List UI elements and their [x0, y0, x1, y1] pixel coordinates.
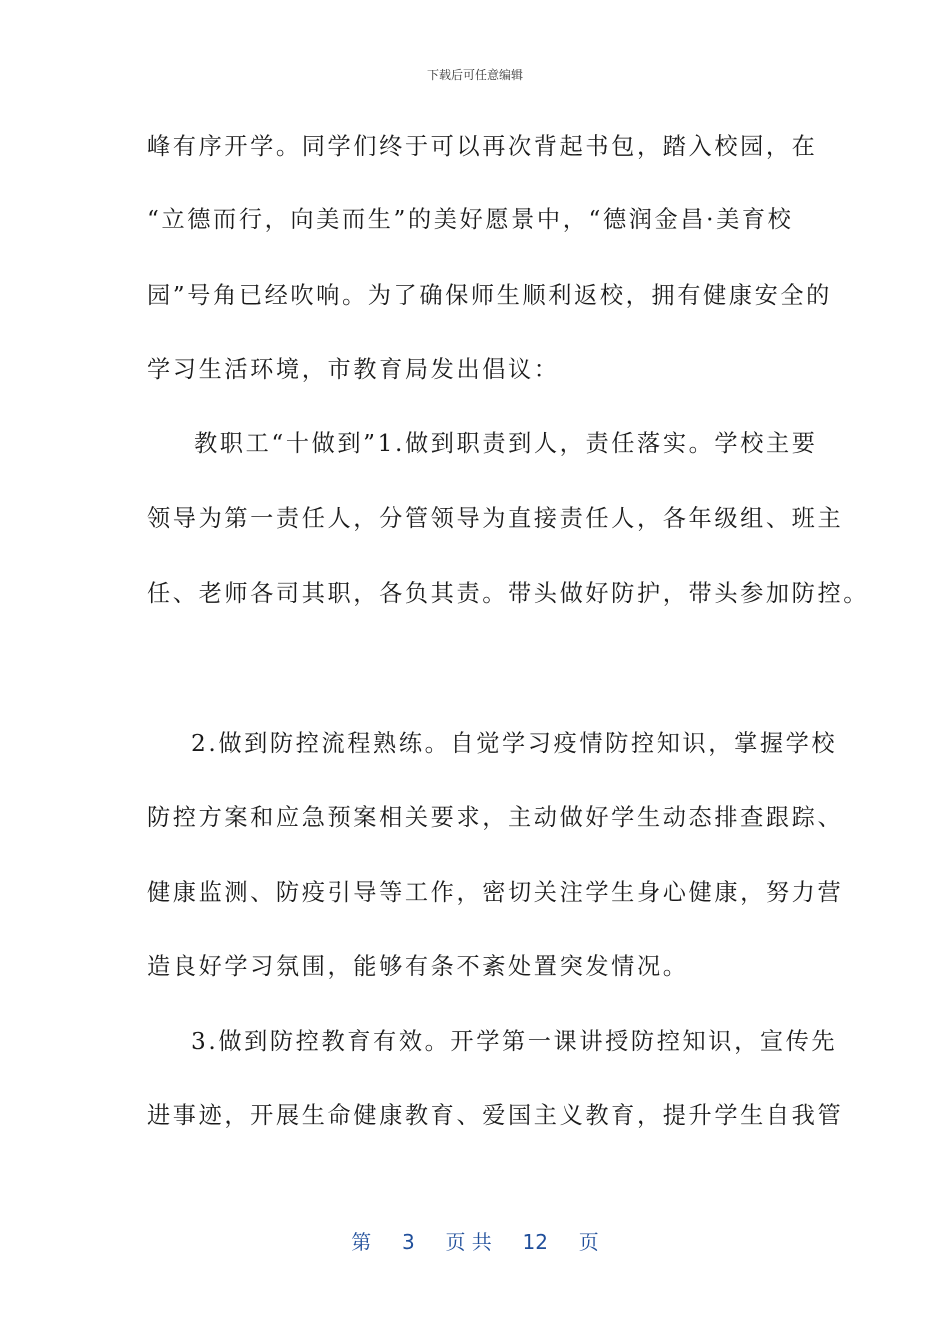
text-line: 学习生活环境，市教育局发出倡议：: [147, 356, 560, 383]
footer-total-pages: 12: [522, 1230, 548, 1254]
text-line: 教职工“十做到”1.做到职责到人，责任落实。学校主要: [194, 430, 818, 457]
text-line: 造良好学习氛围，能够有条不紊处置突发情况。: [147, 953, 689, 980]
text-line: 任、老师各司其职，各负其责。带头做好防护，带头参加防控。: [147, 580, 870, 607]
text-line: 2.做到防控流程熟练。自觉学习疫情防控知识，掌握学校: [191, 730, 838, 757]
page-header: 下载后可任意编辑: [426, 68, 523, 82]
text-line: 防控方案和应急预案相关要求，主动做好学生动态排查跟踪、: [147, 804, 844, 831]
footer-prefix: 第: [351, 1230, 372, 1254]
text-line: 园”号角已经吹响。为了确保师生顺利返校，拥有健康安全的: [147, 282, 832, 309]
footer-page-number: 3: [402, 1230, 415, 1254]
footer-suffix: 页: [578, 1230, 599, 1254]
text-line: 3.做到防控教育有效。开学第一课讲授防控知识，宣传先: [191, 1028, 838, 1055]
footer-middle: 页 共: [445, 1230, 492, 1254]
text-line: “立德而行，向美而生”的美好愿景中，“德润金昌·美育校: [147, 206, 794, 233]
page-footer: [0, 1226, 950, 1255]
text-line: 健康监测、防疫引导等工作，密切关注学生身心健康，努力营: [147, 879, 844, 906]
text-line: 峰有序开学。同学们终于可以再次背起书包，踏入校园，在: [147, 133, 818, 160]
text-line: 进事迹，开展生命健康教育、爱国主义教育，提升学生自我管: [147, 1102, 844, 1129]
text-line: 领导为第一责任人，分管领导为直接责任人，各年级组、班主: [147, 505, 844, 532]
